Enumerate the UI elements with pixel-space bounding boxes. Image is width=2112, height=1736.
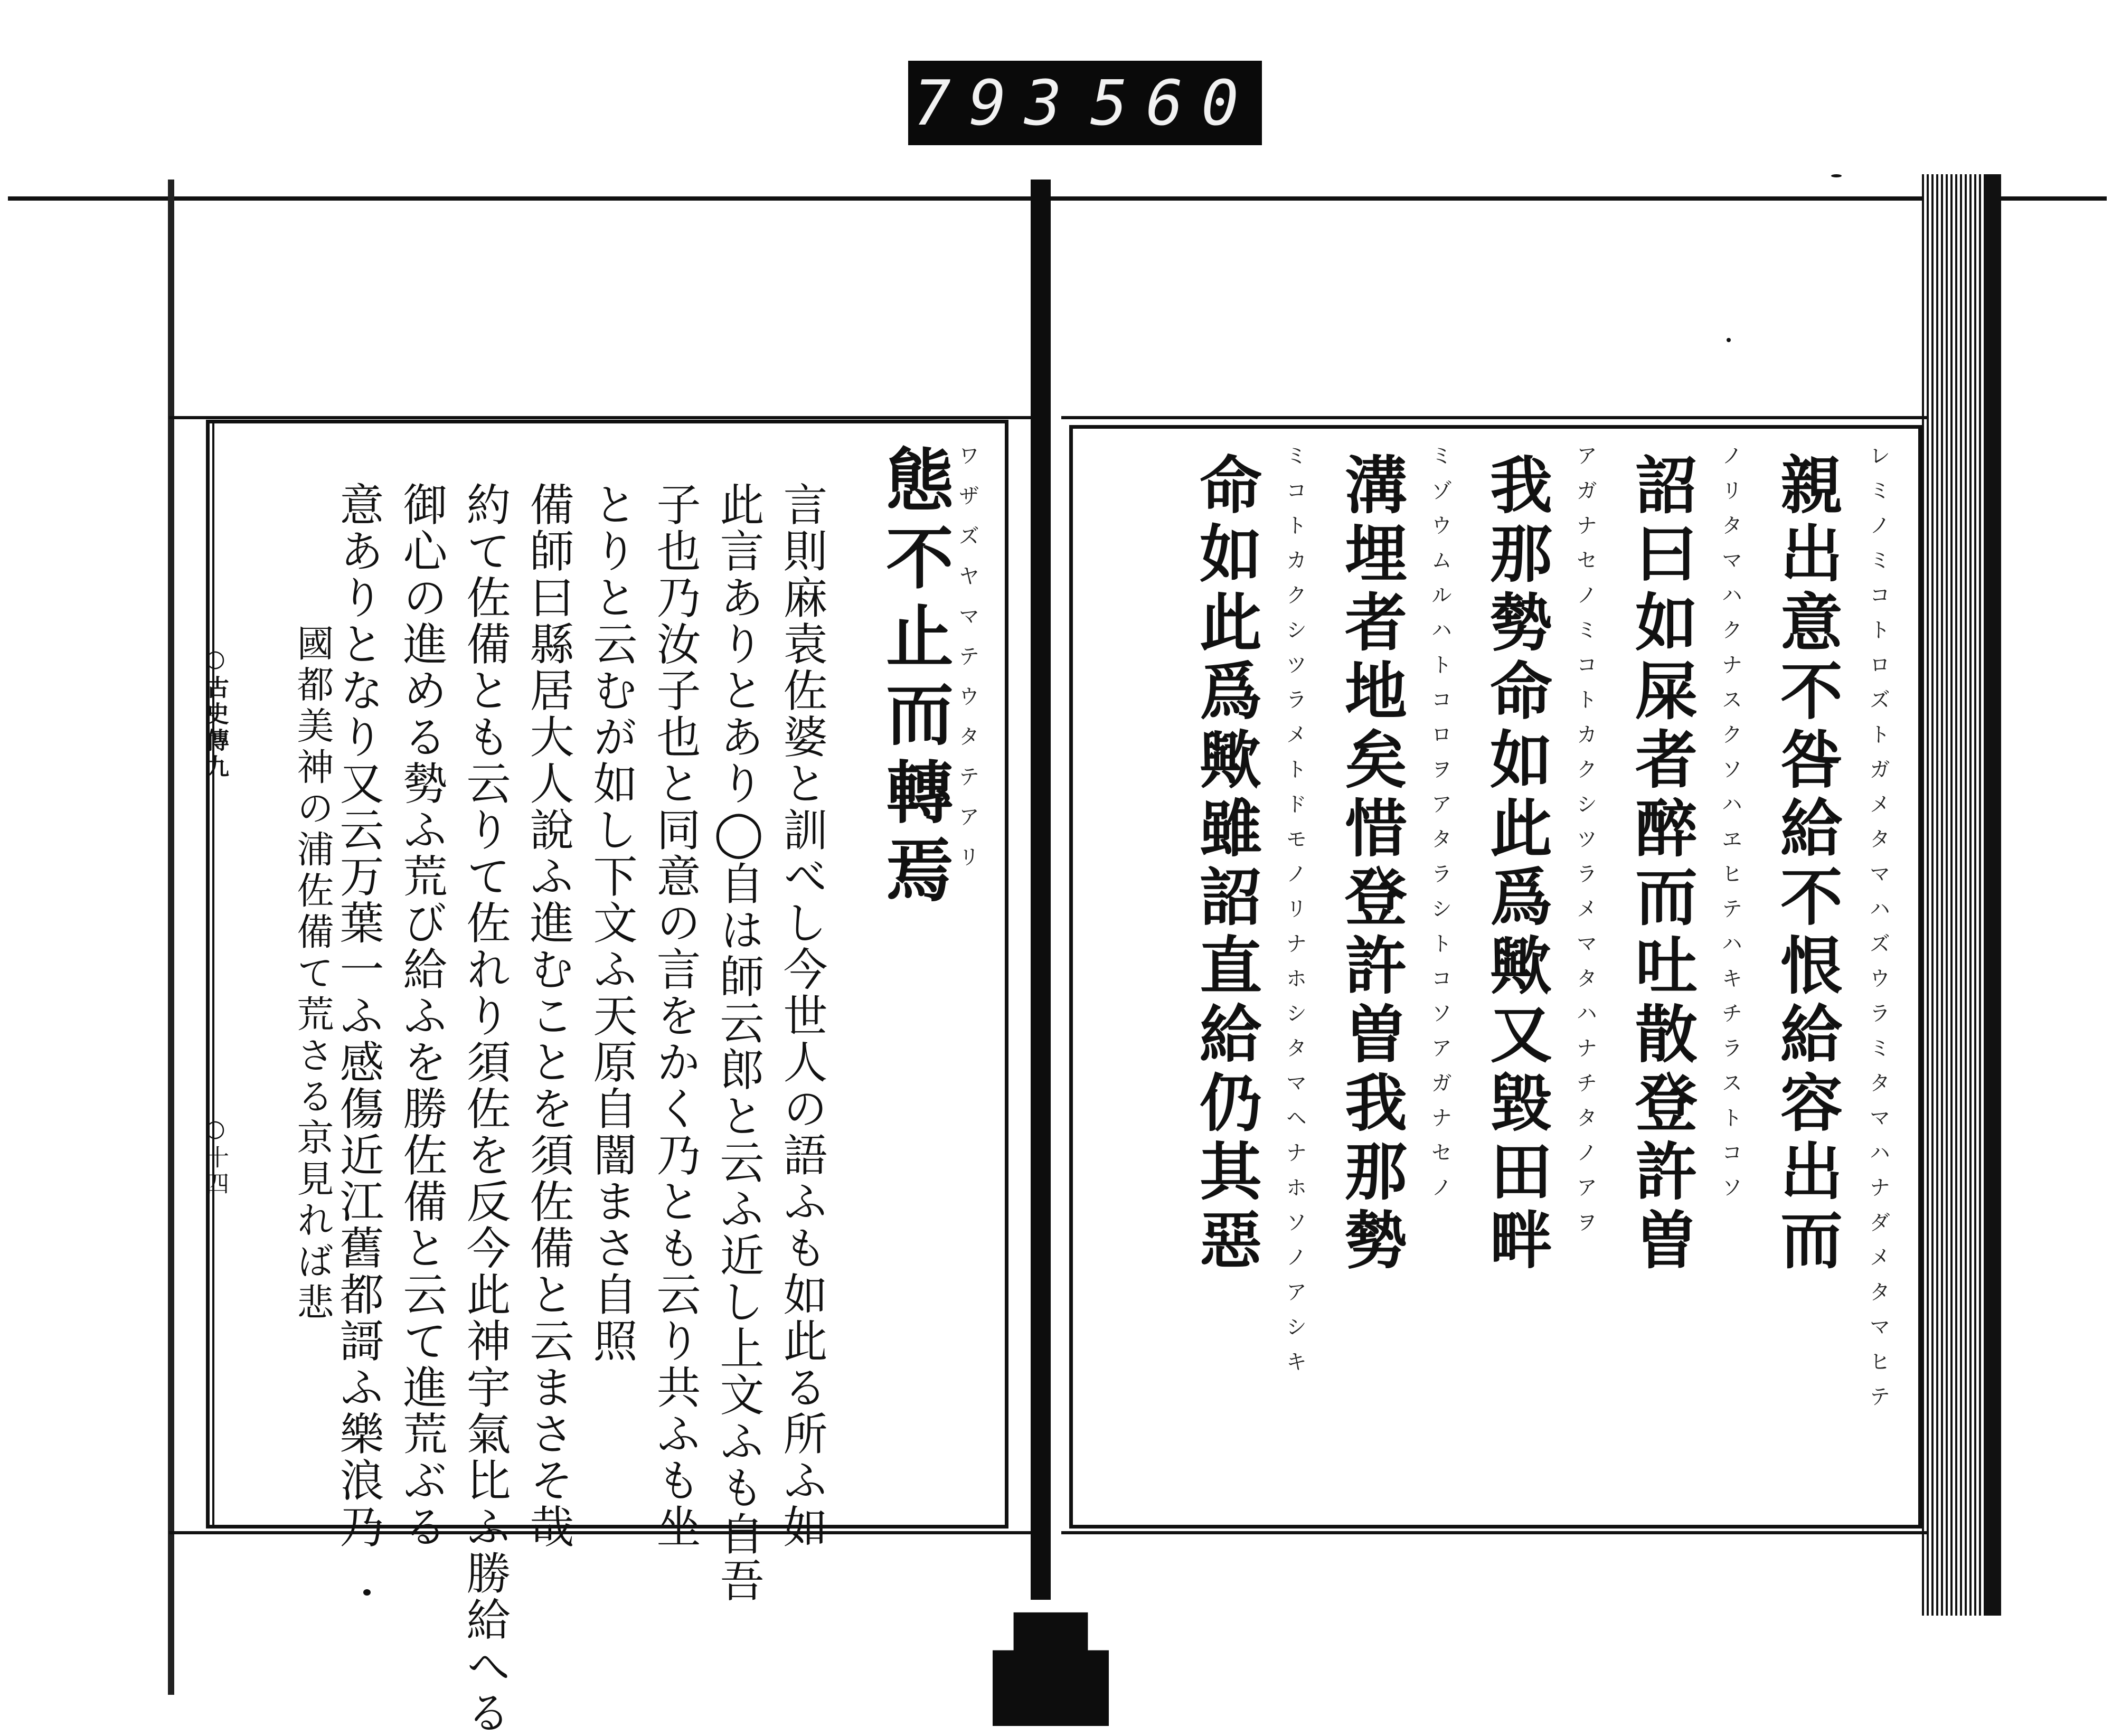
left-folio-number: ○十四 — [202, 1115, 229, 1198]
ink-speck — [1831, 174, 1842, 177]
left-column-1: 言則麻袁佐婆と訓べし今世人の語ふも如此る所ふ如 — [776, 482, 828, 1550]
left-column-6: 約て佐備とも云りて佐れり須佐を反今此神宇氣比ふ勝給へる — [459, 482, 511, 1736]
right-upper-rule — [1061, 416, 1927, 419]
right-column-4: 溝埋者地矣惜登許曽我那勢 — [1334, 452, 1408, 1276]
left-margin-label: ○古史傳九 — [202, 645, 229, 781]
right-edge-bar — [1985, 174, 2001, 1616]
right-gloss-2: ノリタマハクナスクソハヱヒテハキチラストコソ — [1718, 445, 1742, 1211]
left-page-edge — [168, 180, 174, 1695]
left-heading: 態不止而轉焉 — [874, 445, 954, 913]
left-heading-gloss: ワザズヤマテウタテアリ — [955, 445, 979, 886]
top-rule — [8, 196, 2107, 201]
left-column-8: 意ありとなり又云万葉一ふ感傷近江舊都謌ふ樂浪乃 — [333, 482, 384, 1550]
spine-clamp — [993, 1600, 1109, 1726]
right-gloss-5: ミコトカクシツラメトドモノリナホシタマヘナホソノアシキ — [1283, 445, 1307, 1385]
left-column-4: とりと云むが如し下文ふ天原自闇まさ自照 — [586, 482, 638, 1364]
left-column-7: 御心の進める勢ふ荒び給ふを勝佐備と云て進荒ぶる — [396, 482, 448, 1550]
right-gloss-1: レミノミコトロズトガメタマハズウラミタマハナダメタマヒテ — [1866, 445, 1890, 1420]
right-page-frame — [1069, 425, 1922, 1529]
left-column-5: 備師曰縣居大人說ふ進むことを須佐備と云まさそ哉 — [523, 482, 574, 1550]
right-gloss-4: ミゾウムルハトコロヲアタラシトコソアガナセノ — [1428, 445, 1452, 1211]
book-spine — [1031, 180, 1051, 1600]
left-lower-rule — [169, 1531, 1040, 1534]
right-gloss-3: アガナセノミコトカクシツラメマタハナチタノアヲ — [1573, 445, 1597, 1246]
right-column-1: 親出意不咎給不恨給容出而 — [1770, 452, 1843, 1276]
left-column-2: 此言ありとあり◯自は師云郎と云ふ近し上文ふも自吾 — [713, 482, 765, 1604]
right-column-3: 我那勢命如此爲歟又毀田畔 — [1479, 452, 1553, 1276]
left-frame-inner-rule — [212, 423, 214, 1525]
left-column-3: 子也乃汝子也と同意の言をかく乃とも云り共ふも坐 — [649, 482, 701, 1550]
stamp-right-number: 560 — [1090, 67, 1257, 139]
right-lower-rule — [1061, 1531, 1927, 1534]
left-page-frame — [202, 420, 1008, 1736]
right-column-5: 命如此爲歟雖詔直給仍其惡 — [1189, 452, 1262, 1276]
ink-speck — [1727, 338, 1731, 342]
stamp-left-number: 793 — [913, 67, 1080, 139]
left-column-9: 國都美神の浦佐備て荒さる京見れば悲 — [291, 624, 334, 1324]
right-column-2: 詔曰如屎者醉而吐散登許曽 — [1625, 452, 1698, 1276]
archive-stamp — [908, 61, 1262, 145]
left-upper-rule — [169, 416, 1040, 419]
ink-speck — [363, 1589, 371, 1596]
